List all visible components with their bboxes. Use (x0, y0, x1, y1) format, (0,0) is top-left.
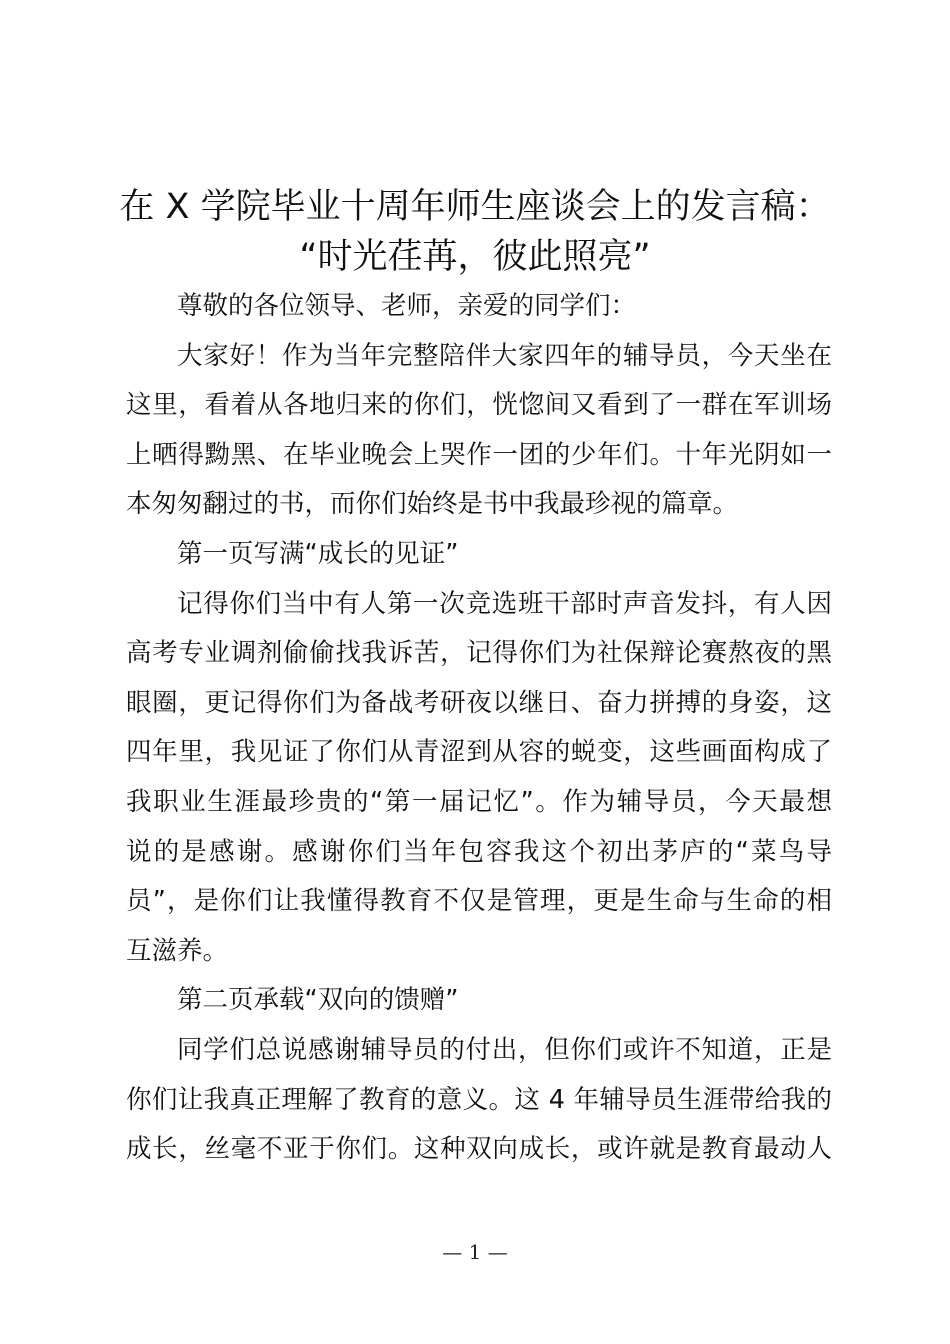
paragraph-line: 上晒得黝黑、在毕业晚会上哭作一团的少年们。十年光阴如一 (126, 439, 832, 470)
section-heading-line: 第一页写满“成长的见证” (177, 538, 459, 569)
section-heading-line: 第二页承载“双向的馈赠” (177, 985, 459, 1016)
paragraph-line: 四年里，我见证了你们从青涩到从容的蜕变，这些画面构成了 (126, 737, 832, 768)
paragraph-line: 大家好！作为当年完整陪伴大家四年的辅导员，今天坐在 (177, 340, 832, 371)
paragraph-line: 我职业生涯最珍贵的“第一届记忆”。作为辅导员，今天最想 (126, 786, 832, 817)
paragraph-line: 员”，是你们让我懂得教育不仅是管理，更是生命与生命的相 (126, 886, 832, 917)
document-body (126, 282, 832, 1175)
salutation-line: 尊敬的各位领导、老师，亲爱的同学们： (177, 291, 637, 321)
paragraph-line: 高考专业调剂偷偷找我诉苦，记得你们为社保辩论赛熬夜的黑 (126, 638, 832, 669)
paragraph-mutual (126, 1026, 832, 1175)
paragraph-line: 说的是感谢。感谢你们当年包容我这个初出茅庐的“菜鸟导 (126, 836, 832, 867)
document-title-line-1: 在 X 学院毕业十周年师生座谈会上的发言稿： (119, 187, 831, 227)
page-number: — 1 — (442, 1240, 508, 1264)
salutation (126, 282, 832, 332)
paragraph-line: 这里，看着从各地归来的你们，恍惚间又看到了一群在军训场 (126, 390, 832, 421)
paragraph-line: 本匆匆翻过的书，而你们始终是书中我最珍视的篇章。 (126, 489, 739, 520)
section-heading-1 (126, 530, 832, 580)
paragraph-line: 同学们总说感谢辅导员的付出，但你们或许不知道，正是 (177, 1034, 832, 1065)
paragraph-line: 成长，丝毫不亚于你们。这种双向成长，或许就是教育最动人 (126, 1134, 832, 1165)
paragraph-line: 互滋养。 (126, 935, 229, 966)
paragraph-line: 记得你们当中有人第一次竞选班干部时声音发抖，有人因 (177, 588, 832, 619)
paragraph-growth (126, 580, 832, 977)
paragraph-line: 眼圈，更记得你们为备战考研夜以继日、奋力拼搏的身姿，这 (126, 687, 832, 718)
paragraph-greeting (126, 332, 832, 530)
document-title-line-2: “时光荏苒，彼此照亮” (299, 237, 651, 277)
section-heading-2 (126, 976, 832, 1026)
paragraph-line: 你们让我真正理解了教育的意义。这 4 年辅导员生涯带给我的 (126, 1084, 832, 1115)
